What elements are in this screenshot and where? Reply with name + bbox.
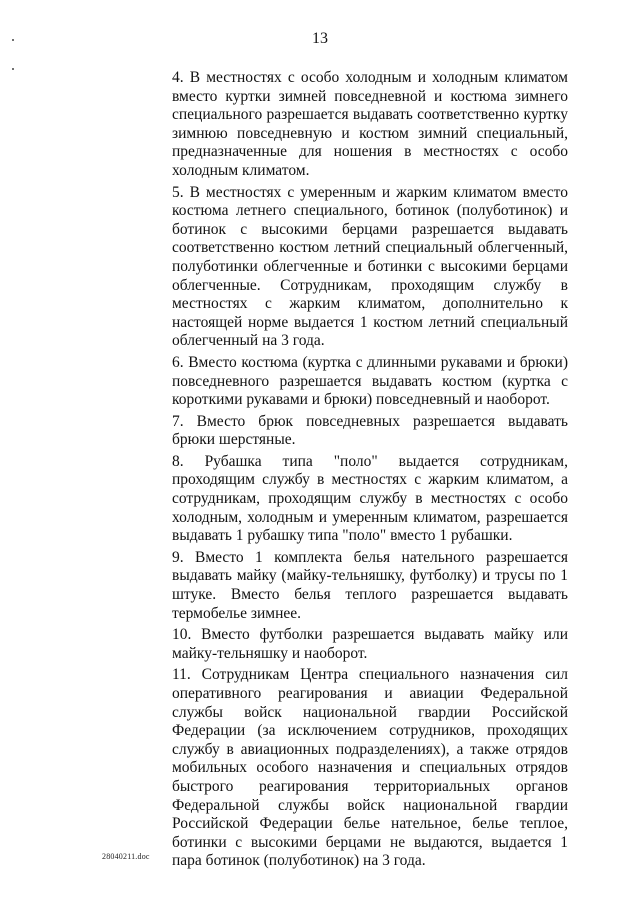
paragraph-11: 11. Сотрудникам Центра специального назначения сил оперативного реагирования и авиации Федеральной службы войск национальной гвардии Российской Федерации (за исключением сотрудников, проходящих службу в авиационных подразделениях), а также отрядов мобильных особого назначения и специальных отрядов быстрого реагирования территориальных органов Федеральной службы войск национальной гвардии Российской Федерации белье нательное, белье теплое, ботинки с высокими берцами не выдаются, выдается 1 пара ботинок (полуботинок) на 3 года. <box>172 666 568 870</box>
file-name-footer: 28040211.doc <box>102 852 150 861</box>
paragraph-6: 6. Вместо костюма (куртка с длинными рукавами и брюки) повседневного разрешается выдавать костюм (куртка с короткими рукавами и брюки) повседневный и наоборот. <box>172 353 568 409</box>
paragraph-7: 7. Вместо брюк повседневных разрешается выдавать брюки шерстяные. <box>172 412 568 449</box>
document-body <box>172 69 568 871</box>
paragraph-4: 4. В местностях с особо холодным и холодным климатом вместо куртки зимней повседневной и костюма зимнего специального разрешается выдавать соответственно куртку зимнюю повседневную и костюм зимний специальный, предназначенные для ношения в местностях с особо холодным климатом. <box>172 69 568 179</box>
scan-mark <box>12 68 14 70</box>
paragraph-10: 10. Вместо футболки разрешается выдавать майку или майку-тельняшку и наоборот. <box>172 626 568 662</box>
paragraph-5: 5. В местностях с умеренным и жарким климатом вместо костюма летнего специального, ботинок (полуботинок) и ботинок с высокими берцами разрешается выдавать соответственно костюм летний специальный облегченный, полуботинки облегченные и ботинки с высокими берцами облегченные. Сотрудникам, проходящим службу в местностях с жарким климатом, дополнительно к настоящей норме выдается 1 костюм летний специальный облегченный на 3 года. <box>172 183 568 350</box>
paragraph-9: 9. Вместо 1 комплекта белья нательного разрешается выдавать майку (майку-тельняшку, футболку) и трусы по 1 штуке. Вместо белья теплого разрешается выдавать термобелье зимнее. <box>172 548 568 622</box>
page-number: 13 <box>312 30 328 47</box>
paragraph-8: 8. Рубашка типа "поло" выдается сотрудникам, проходящим службу в местностях с жарким климатом, а сотрудникам, проходящим службу в местностях с особо холодным, холодным и умеренным климатом, разрешается выдавать 1 рубашку типа "поло" вместо 1 рубашки. <box>172 452 568 545</box>
